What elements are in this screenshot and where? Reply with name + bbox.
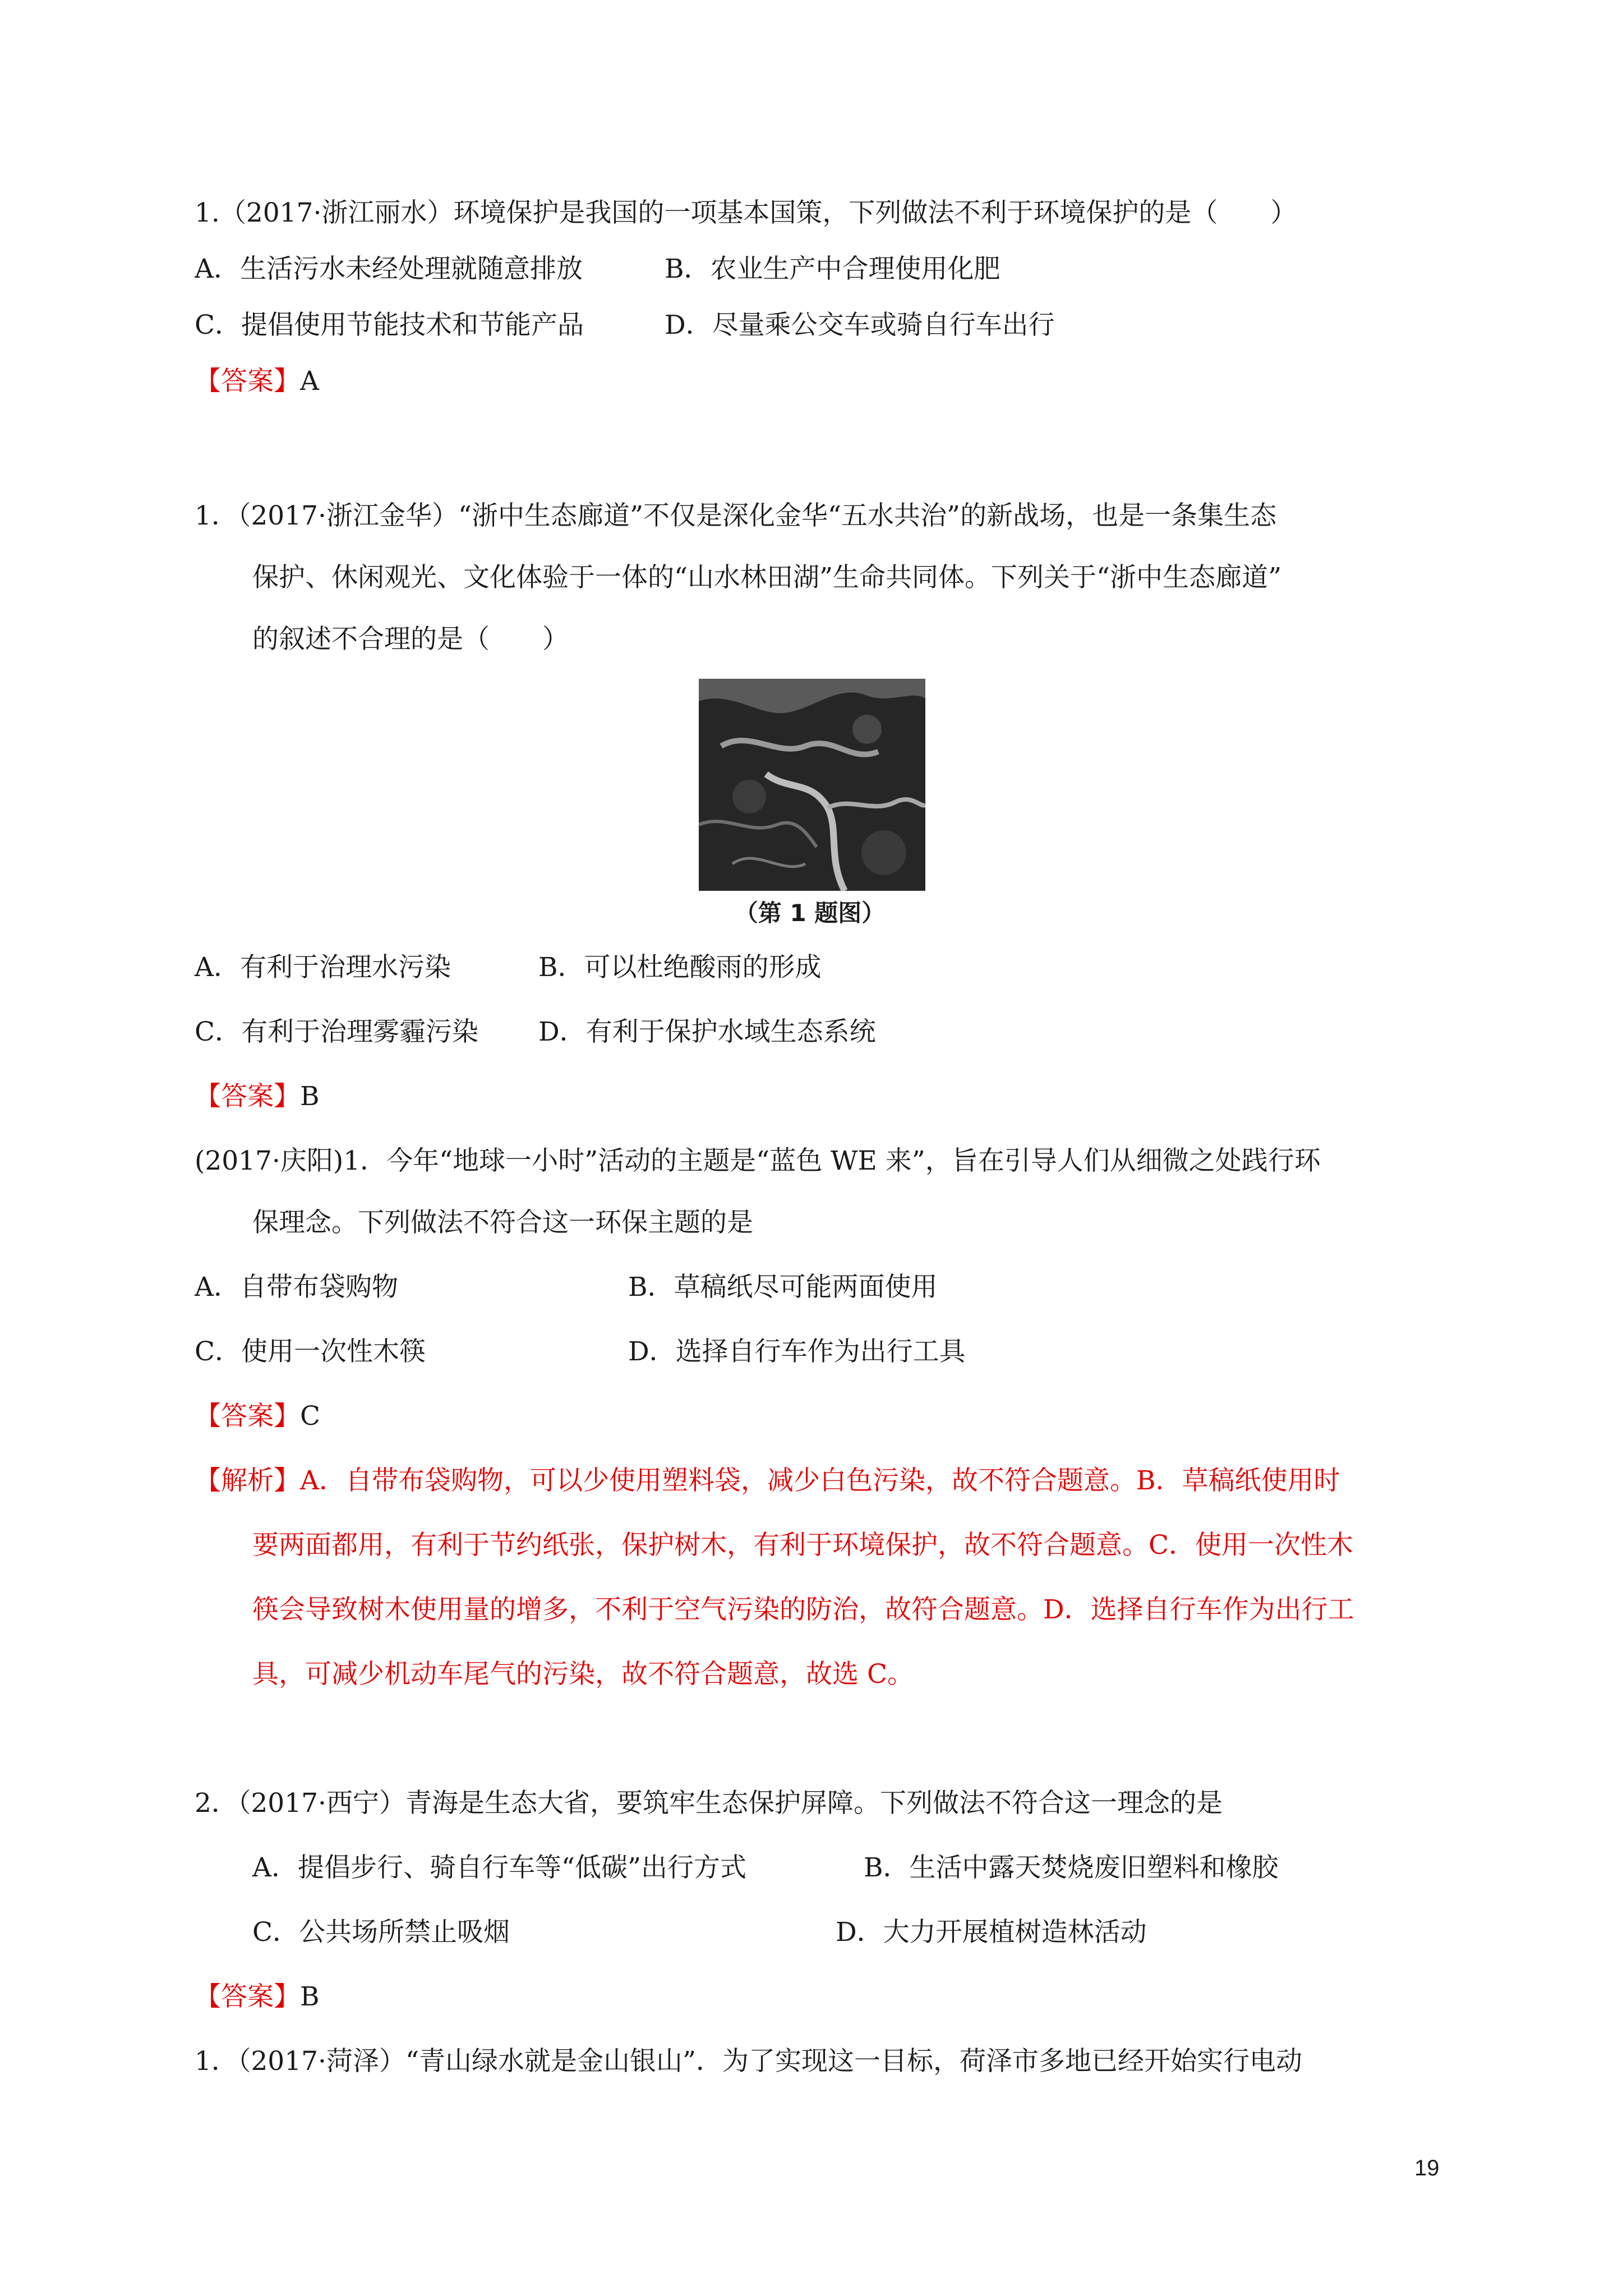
ecological-corridor-photo <box>699 679 925 891</box>
question-figure <box>689 679 931 932</box>
q3-option-b: B．草稿纸尽可能两面使用 <box>628 1272 938 1303</box>
q1-option-d: D．尽量乘公交车或骑自行车出行 <box>665 310 1055 341</box>
q3-option-c: C．使用一次性木筷 <box>195 1336 426 1367</box>
q3-analysis-line-3: 筷会导致树木使用量的增多，不利于空气污染的防治，故符合题意。D．选择自行车作为出行工 <box>252 1594 1354 1625</box>
q1-stem: 1.（2017·浙江丽水）环境保护是我国的一项基本国策，下列做法不利于环境保护的是（ ） <box>195 197 1297 228</box>
q4-option-d: D．大力开展植树造林活动 <box>836 1917 1147 1948</box>
q5-stem: 1．（2017·菏泽）“青山绿水就是金山银山”．为了实现这一目标，荷泽市多地已经开始实行电动 <box>195 2046 1303 2077</box>
q4-option-a: A．提倡步行、骑自行车等“低碳”出行方式 <box>252 1852 746 1883</box>
figure-caption: （第 1 题图） <box>734 899 886 927</box>
q2-stem-line-1: 1．（2017·浙江金华）“浙中生态廊道”不仅是深化金华“五水共治”的新战场，也是一条集生态 <box>195 500 1277 531</box>
answer-value: A <box>300 366 319 397</box>
q2-stem-line-3: 的叙述不合理的是（ ） <box>252 624 569 655</box>
q4-answer <box>195 1980 320 2014</box>
analysis-text: A．自带布袋购物，可以少使用塑料袋，减少白色污染，故不符合题意。B．草稿纸使用时 <box>300 1465 1340 1496</box>
q3-stem-line-1: (2017·庆阳)1．今年“地球一小时”活动的主题是“蓝色 WE 来”，旨在引导人们从细微之处践行环 <box>195 1145 1321 1176</box>
q2-option-b: B．可以杜绝酸雨的形成 <box>538 952 822 983</box>
q2-answer <box>195 1080 320 1114</box>
q3-analysis-line-1 <box>195 1464 1340 1498</box>
q3-analysis-line-2: 要两面都用，有利于节约纸张，保护树木，有利于环境保护，故不符合题意。C．使用一次性木 <box>252 1530 1353 1561</box>
answer-value: B <box>300 1081 320 1112</box>
q4-stem: 2．（2017·西宁）青海是生态大省，要筑牢生态保护屏障。下列做法不符合这一理念的是 <box>195 1788 1223 1819</box>
analysis-tag: 【解析】 <box>195 1465 300 1496</box>
q4-option-c: C．公共场所禁止吸烟 <box>252 1917 510 1948</box>
q2-option-d: D．有利于保护水域生态系统 <box>538 1016 876 1047</box>
answer-tag: 【答案】 <box>195 1401 300 1432</box>
q3-option-d: D．选择自行车作为出行工具 <box>628 1336 966 1367</box>
q3-answer <box>195 1400 320 1433</box>
q4-option-b: B．生活中露天焚烧废旧塑料和橡胶 <box>864 1852 1279 1883</box>
q3-analysis-line-4: 具，可减少机动车尾气的污染，故不符合题意，故选 C。 <box>252 1659 914 1690</box>
answer-value: B <box>300 1981 320 2012</box>
answer-tag: 【答案】 <box>195 366 300 397</box>
q1-option-c: C．提倡使用节能技术和节能产品 <box>195 310 584 341</box>
q3-option-a: A．自带布袋购物 <box>195 1272 398 1303</box>
q1-answer <box>195 365 319 398</box>
answer-tag: 【答案】 <box>195 1081 300 1112</box>
q2-option-c: C．有利于治理雾霾污染 <box>195 1016 478 1047</box>
aerial-photo-graphic <box>699 679 925 891</box>
q1-option-a: A．生活污水未经处理就随意排放 <box>195 254 583 284</box>
q2-option-a: A．有利于治理水污染 <box>195 952 451 983</box>
page-number: 19 <box>1414 2156 1440 2180</box>
q1-option-b: B．农业生产中合理使用化肥 <box>665 254 1000 284</box>
answer-tag: 【答案】 <box>195 1981 300 2012</box>
answer-value: C <box>300 1401 320 1432</box>
q2-stem-line-2: 保护、休闲观光、文化体验于一体的“山水林田湖”生命共同体。下列关于“浙中生态廊道” <box>252 562 1282 593</box>
q3-stem-line-2: 保理念。下列做法不符合这一环保主题的是 <box>252 1207 753 1238</box>
